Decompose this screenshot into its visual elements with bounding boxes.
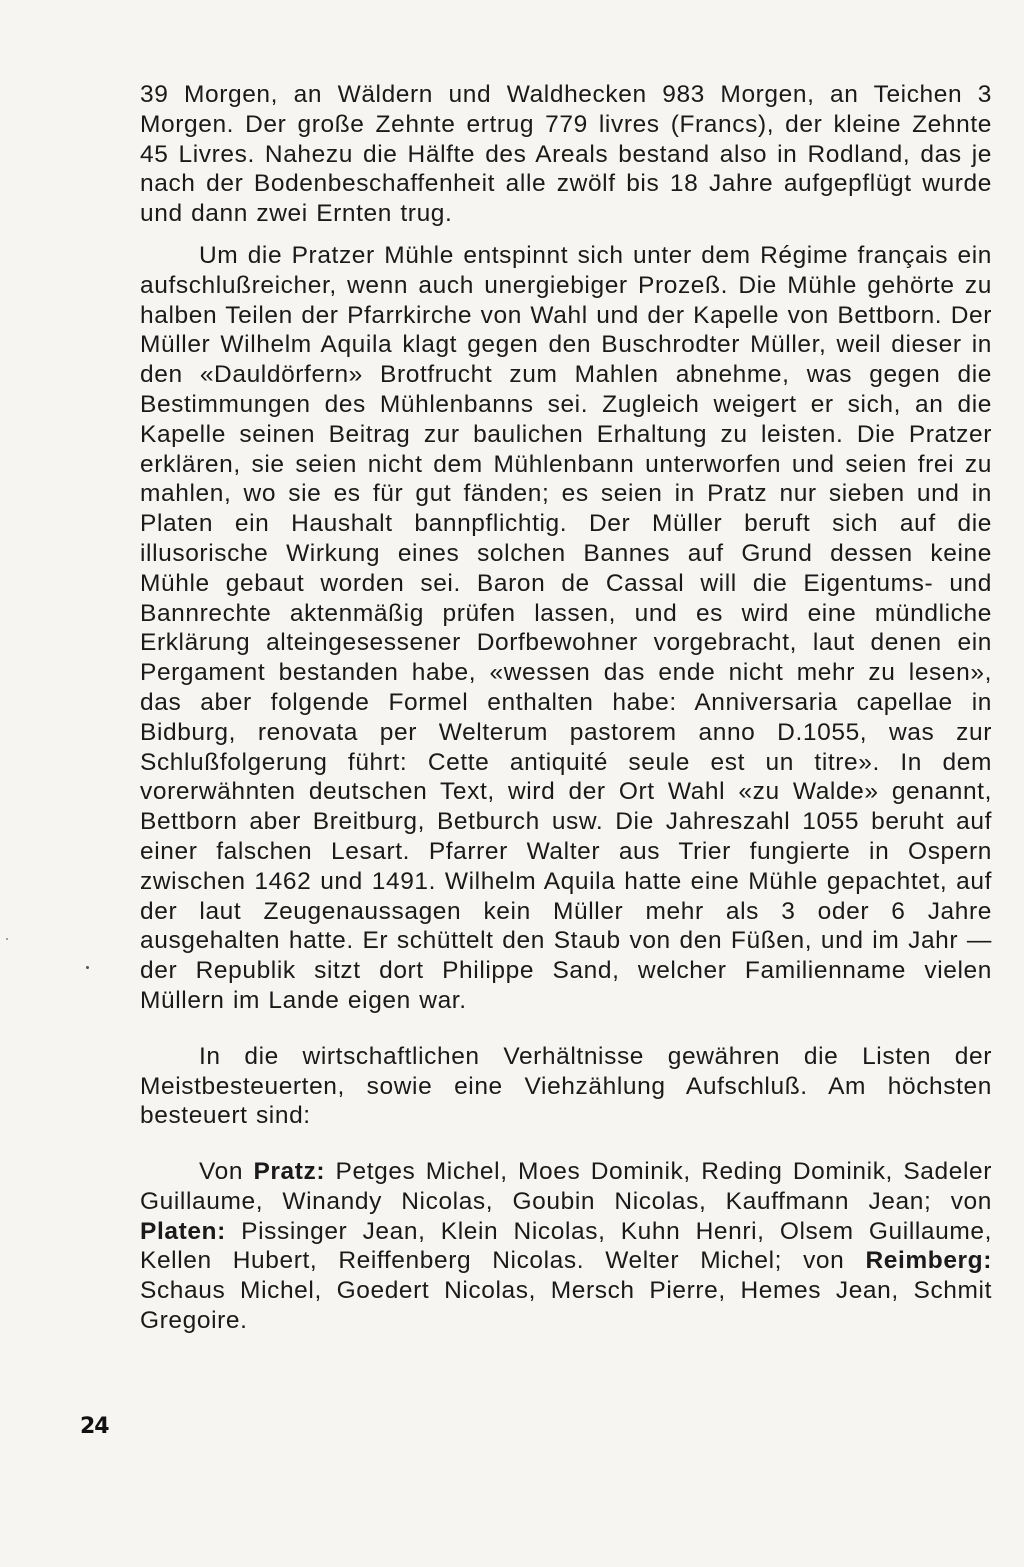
taxpayers-reimberg: Schaus Michel, Goedert Nicolas, Mersch Pierre, Hemes Jean, Schmit Gregoire. [140, 1277, 992, 1335]
print-speck [86, 966, 89, 969]
paragraph-economic-conditions: In die wirtschaftlichen Verhältnisse gewähren die Listen der Meistbesteuerten, sowie eine Viehzählung Aufschluß. Am höchsten besteuert sind: [140, 1042, 992, 1130]
paragraph-taxpayers-list [140, 1157, 992, 1336]
taxpayers-pratz: Petges Michel, Moes Dominik, Reding Dominik, Sadeler Guillaume, Winandy Nicolas, Goubin Nicolas, Kauffmann Jean; von [140, 1158, 992, 1215]
village-reimberg-label: Reimberg: [865, 1247, 992, 1275]
paragraph-land-use: 39 Morgen, an Wäldern und Waldhecken 983 Morgen, an Teichen 3 Morgen. Der große Zehnte ertrug 779 livres (Francs), der kleine Zehnte 45 Livres. Nahezu die Hälfte des Areals bestand also in Rodland, das je nach der Bodenbeschaffenheit alle zwölf bis 18 Jahre aufgepflügt wurde und dann zwei Ernten trug. [140, 81, 992, 228]
print-speck [6, 938, 8, 940]
village-platen-label: Platen: [140, 1217, 226, 1245]
village-pratz-label: Pratz: [253, 1158, 326, 1186]
taxpayers-intro: Von [199, 1158, 254, 1186]
page-body [140, 80, 992, 1336]
paragraph-pratzer-muehle: Um die Pratzer Mühle entspinnt sich unter dem Régime français ein aufschlußreicher, wenn auch unergiebiger Prozeß. Die Mühle gehörte zu halben Teilen der Pfarrkirche von Wahl und der Kapelle von Bettborn. Der Müller Wilhelm Aquila klagt gegen den Buschrodter Müller, weil dieser in den «Dauldörfern» Brotfrucht zum Mahlen abnehme, was gegen die Bestimmungen des Mühlenbanns sei. Zugleich weigert er sich, an die Kapelle seinen Beitrag zur baulichen Erhaltung zu leisten. Die Pratzer erklären, sie seien nicht dem Mühlenbann unterworfen und seien frei zu mahlen, wo sie es für gut fänden; es seien in Pratz nur sieben und in Platen ein Haushalt bannpflichtig. Der Müller beruft sich auf die illusorische Wirkung eines solchen Bannes auf Grund dessen keine Mühle gebaut worden sei. Baron de Cassal will die Eigentums- und Bannrechte aktenmäßig prüfen lassen, und es wird eine mündliche Erklärung alteingesessener Dorfbewohner vorgebracht, laut denen ein Pergament bestanden habe, «wessen das ende nicht mehr zu lesen», das aber folgende Formel enthalten habe: Anniversaria capellae in Bidburg, renovata per Welterum pastorem anno D.1055, was zur Schlußfolgerung führt: Cette antiquité seule est un titre». In dem vorerwähnten deutschen Text, wird der Ort Wahl «zu Walde» genannt, Bettborn aber Breitburg, Betburch usw. Die Jahreszahl 1055 beruht auf einer falschen Lesart. Pfarrer Walter aus Trier fungierte in Ospern zwischen 1462 und 1491. Wilhelm Aquila hatte eine Mühle gepachtet, auf der laut Zeugenaussagen kein Müller mehr als 3 oder 6 Jahre ausgehalten hatte. Er schüttelt den Staub von den Füßen, und im Jahr — der Republik sitzt dort Philippe Sand, welcher Familienname vielen Müllern im Lande eigen war. [140, 241, 992, 1014]
taxpayers-platen: Pissinger Jean, Klein Nicolas, Kuhn Henri, Olsem Guillaume, Kellen Hubert, Reiffenberg Nicolas. Welter Michel; von [140, 1217, 992, 1275]
page-number: 24 [80, 1414, 109, 1439]
